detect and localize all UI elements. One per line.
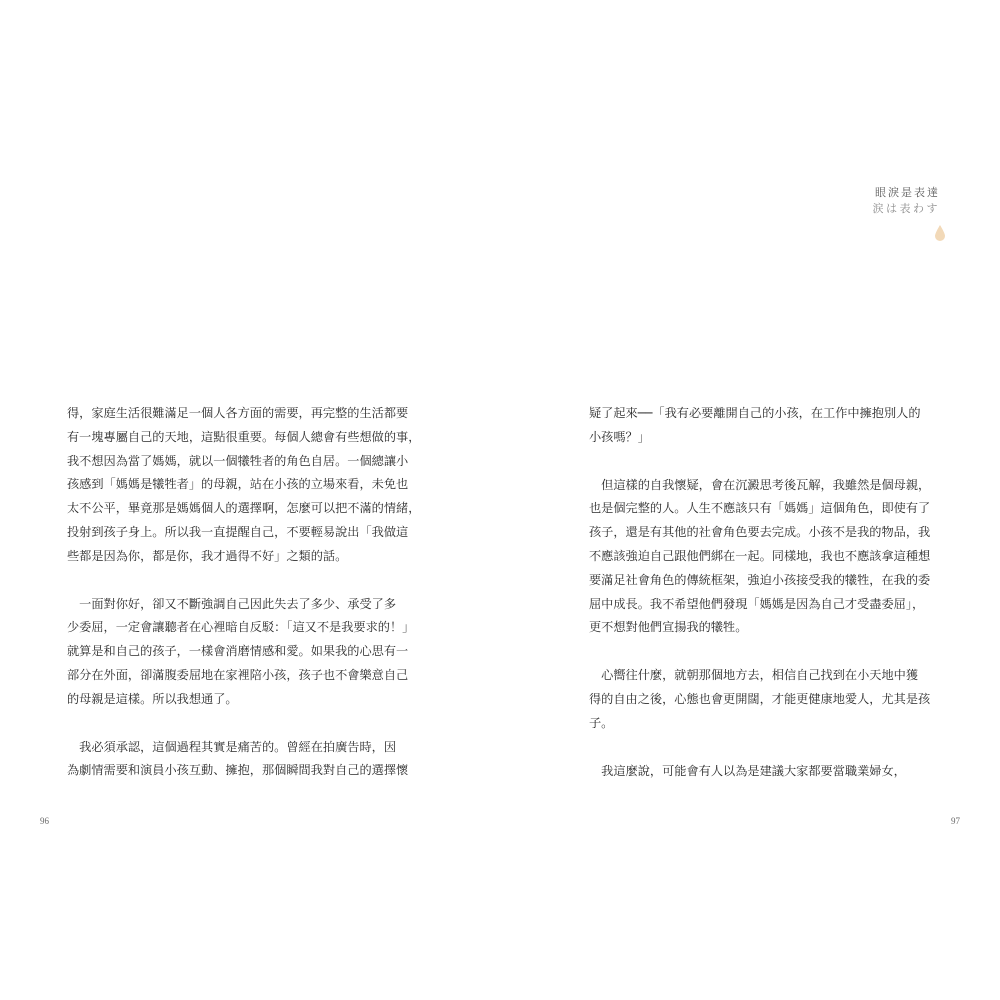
text-line: 的母親是這樣。所以我想通了。: [67, 691, 238, 706]
text-line: 孩子，還是有其他的社會角色要去完成。小孩不是我的物品，我: [589, 525, 931, 540]
text-line: 孩感到「媽媽是犧牲者」的母親，站在小孩的立場來看，未免也: [67, 477, 409, 492]
text-line: 有一塊專屬自己的天地，這點很重要。每個人總會有些想做的事，: [67, 429, 421, 444]
right-page-body: [589, 402, 939, 783]
paragraph: [589, 760, 939, 784]
text-line: 小孩嗎？」: [589, 429, 650, 444]
paragraph-gap: [589, 736, 939, 760]
teardrop-icon: [935, 225, 945, 241]
text-line: 一面對你好，卻又不斷強調自己因此失去了多少、承受了多: [67, 596, 397, 611]
text-line: 我必須承認，這個過程其實是痛苦的。曾經在拍廣告時，因: [67, 739, 397, 754]
text-line: 投射到孩子身上。所以我一直提醒自己，不要輕易說出「我做這: [67, 524, 409, 539]
text-line: 太不公平，畢竟那是媽媽個人的選擇啊，怎麼可以把不滿的情緒，: [67, 501, 421, 516]
paragraph-gap: [67, 569, 417, 593]
paragraph: [589, 664, 939, 735]
text-line: 部分在外面，卻滿腹委屈地在家裡陪小孩，孩子也不會樂意自己: [67, 667, 409, 682]
text-line: 少委屈，一定會讓聽者在心裡暗自反駁：「這又不是我要求的！」: [67, 620, 415, 635]
text-line: 心嚮往什麼，就朝那個地方去，相信自己找到在小天地中獲: [589, 668, 919, 683]
text-line: 我這麼說，可能會有人以為是建議大家都要當職業婦女，: [589, 763, 906, 778]
page-number: 97: [951, 816, 960, 826]
text-line: 得，家庭生活很難滿足一個人各方面的需要，再完整的生活都要: [67, 406, 409, 420]
text-line: 要滿足社會角色的傳統框架，強迫小孩接受我的犧牲，在我的委: [589, 572, 931, 587]
paragraph: [67, 736, 417, 784]
text-line: 但這樣的自我懷疑，會在沉澱思考後瓦解，我雖然是個母親，: [589, 477, 931, 492]
text-line: 疑了起來──「我有必要離開自己的小孩，在工作中擁抱別人的: [589, 406, 921, 420]
left-page-body: [67, 402, 421, 783]
paragraph-gap: [67, 712, 417, 736]
paragraph: [589, 474, 939, 641]
paragraph-gap: [589, 640, 939, 664]
page-number: 96: [40, 816, 49, 826]
chapter-title-zh: 眼淚是表達: [875, 186, 940, 199]
text-line: 屈中成長。我不希望他們發現「媽媽是因為自己才受盡委屈」，: [589, 596, 925, 611]
paragraph-gap: [589, 450, 939, 474]
text-line: 更不想對他們宣揚我的犧牲。: [589, 620, 748, 635]
paragraph: [67, 593, 417, 712]
text-line: 子。: [589, 715, 614, 730]
text-line: 就算是和自己的孩子，一樣會消磨情感和愛。如果我的心思有一: [67, 644, 409, 659]
text-line: 些都是因為你，都是你，我才過得不好」之類的話。: [67, 548, 348, 563]
text-line: 得的自由之後，心態也會更開闊，才能更健康地愛人，尤其是孩: [589, 691, 931, 706]
paragraph: [589, 402, 939, 450]
chapter-title-jp: 涙は表わす: [872, 202, 940, 215]
text-line: 我不想因為當了媽媽，就以一個犧牲者的角色自居。一個總讓小: [67, 453, 409, 468]
text-line: 為劇情需要和演員小孩互動、擁抱，那個瞬間我對自己的選擇懷: [67, 763, 409, 778]
running-header: [873, 186, 941, 216]
paragraph: [67, 402, 421, 569]
right-page: [500, 0, 1000, 1000]
text-line: 不應該強迫自己跟他們綁在一起。同樣地，我也不應該拿這種想: [589, 548, 931, 563]
text-line: 也是個完整的人。人生不應該只有「媽媽」這個角色，即使有了: [589, 501, 931, 516]
